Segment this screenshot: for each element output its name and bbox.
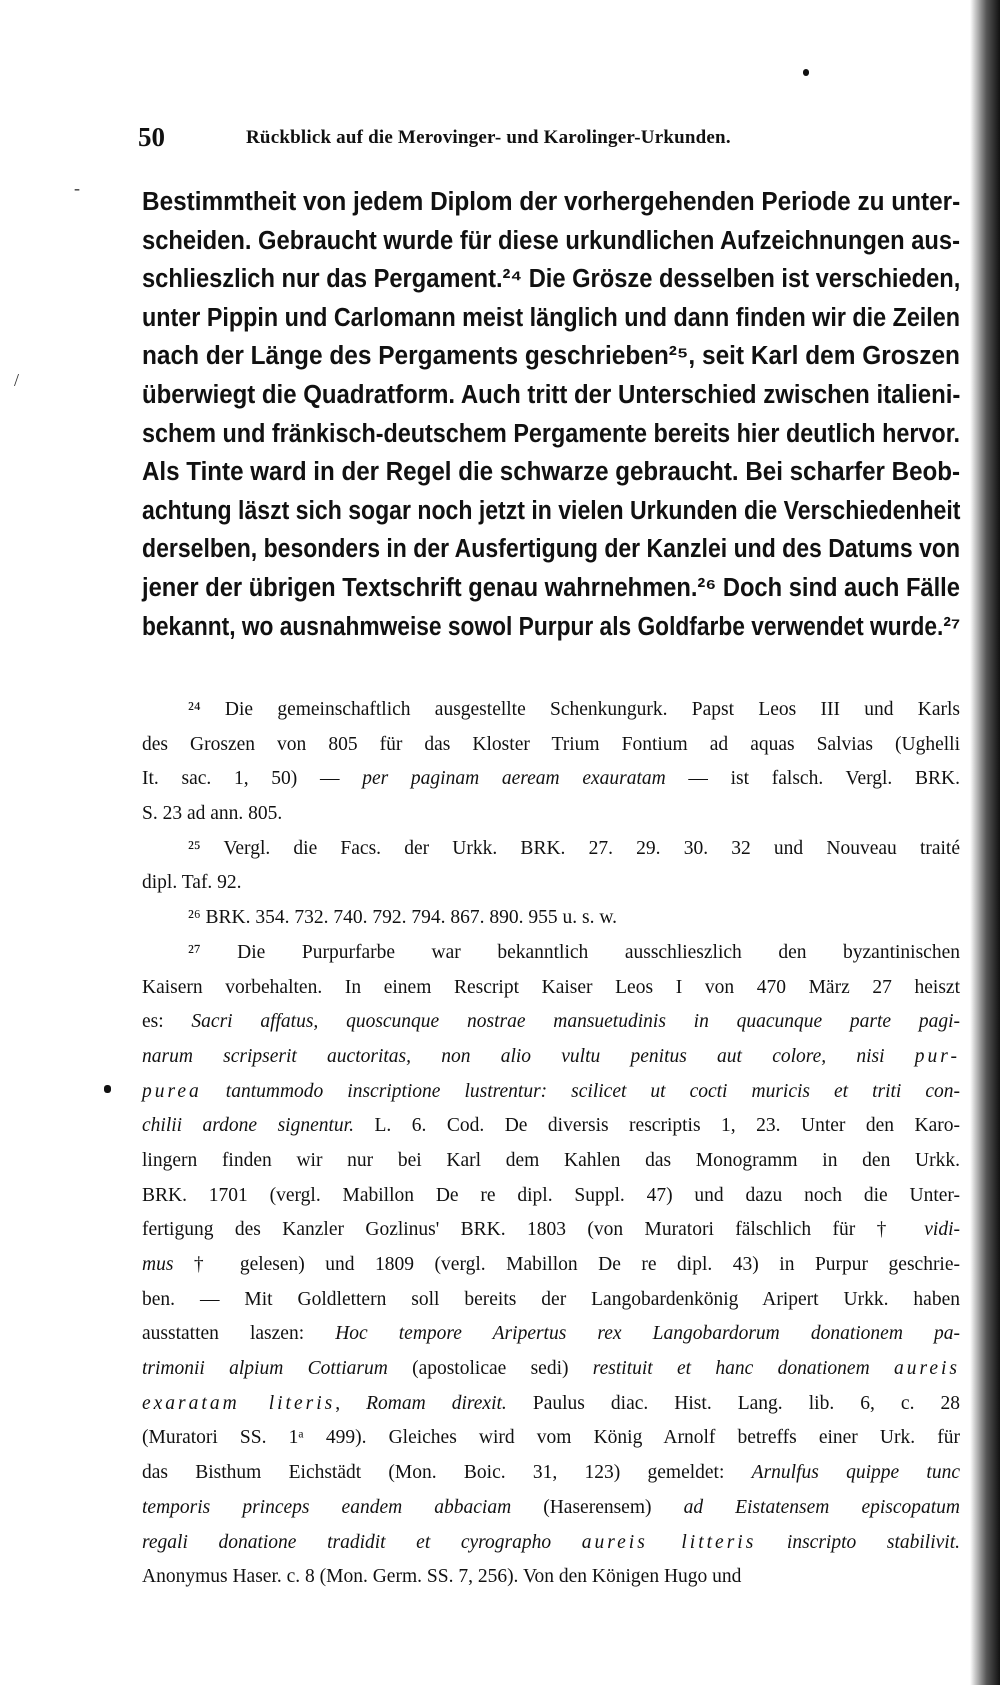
footnote-text: L. 6. Cod. De diversis rescriptis 1, 23. Unter den Karo- — [353, 1115, 960, 1137]
footnote-italic-text: restituit et hanc donationem — [592, 1358, 894, 1380]
running-title: Rückblick auf die Merovinger- und Karolinger-Urkunden. — [246, 127, 731, 148]
footnote-italic-text: inscripto stabilivit. — [756, 1531, 960, 1553]
footnote-italic-text: chilii ardone signentur. — [142, 1115, 354, 1137]
footnote-line — [142, 901, 960, 936]
footnote-text: — ist falsch. Vergl. BRK. — [665, 768, 960, 790]
main-text-line: scheiden. Gebraucht wurde für diese urkundlichen Aufzeichnungen aus- — [142, 226, 960, 255]
footnote-line — [142, 1109, 960, 1144]
footnote-text: (apostolicae sedi) — [387, 1358, 593, 1380]
footnote-italic-text: per paginam aeream exauratam — [362, 768, 666, 790]
main-text-line: bekannt, wo ausnahmweise sowol Purpur als Goldfarbe verwendet wurde.²⁷ — [142, 612, 961, 641]
footnote-line — [142, 1421, 960, 1456]
footnote-line — [142, 1248, 960, 1283]
footnote-line — [142, 1456, 960, 1491]
footnote-text: das Bisthum Eichstädt (Mon. Boic. 31, 123) gemeldet: — [142, 1462, 752, 1484]
main-text-line: achtung läszt sich sogar noch jetzt in vielen Urkunden die Verschiedenheit — [142, 496, 961, 525]
page-edge-shadow — [970, 0, 1000, 1685]
footnote-italic-text: Hoc tempore Aripertus rex Langobardorum donationem pa- — [335, 1323, 960, 1345]
page-number: 50 — [138, 122, 165, 152]
footnote-text: es: — [142, 1011, 192, 1033]
footnote-text: † gelesen) und 1809 (vergl. Mabillon De re dipl. 43) in Purpur geschrie- — [173, 1254, 960, 1275]
footnote-text: des Groszen von 805 für das Kloster Trium Fontium ad aquas Salvias (Ughelli — [142, 733, 960, 755]
footnote-italic-text: vidi- — [924, 1219, 960, 1241]
footnote-text: ²⁷ Die Purpurfarbe war bekanntlich ausschlieszlich den byzantinischen — [188, 941, 960, 963]
main-text-line: schem und fränkisch-deutschem Pergamente bereits hier deutlich hervor. — [142, 419, 960, 448]
footnote-italic-text: regali donatione tradidit et cyrographo — [142, 1531, 582, 1553]
footnote-line — [142, 1526, 960, 1561]
footnote-line — [142, 762, 960, 797]
main-text-line: Bestimmtheit von jedem Diplom der vorhergehenden Periode zu unter- — [142, 188, 961, 216]
footnote-italic-text: trimonii alpium Cottiarum — [142, 1358, 388, 1380]
ink-speck — [104, 1085, 111, 1093]
footnote-line — [142, 1317, 960, 1352]
page-header — [138, 122, 858, 152]
footnote-italic-text: exaratam literis — [142, 1392, 336, 1414]
margin-mark: - — [74, 178, 80, 198]
footnote-text: ²⁶ BRK. 354. 732. 740. 792. 794. 867. 890. 955 u. s. w. — [188, 907, 618, 929]
footnote-line — [142, 797, 960, 832]
main-text-line: überwiegt die Quadratform. Auch tritt der Unterschied zwischen italieni- — [142, 380, 961, 409]
footnote-text: fertigung des Kanzler Gozlinus' BRK. 1803 (von Muratori fälschlich für † — [142, 1219, 925, 1241]
footnote-italic-text: Romam direxit. — [366, 1392, 507, 1414]
footnote-line — [142, 1005, 960, 1040]
footnote-text: ausstatten laszen: — [142, 1323, 336, 1345]
footnote-line — [142, 1491, 960, 1526]
footnote-text: (Muratori SS. 1ᵃ 499). Gleiches wird vom König Arnolf betreffs einer Urk. für — [142, 1427, 960, 1449]
footnote-italic-text: tantummodo inscriptione lustrentur: scilicet ut cocti muricis et triti con- — [201, 1080, 960, 1102]
footnote-line — [142, 936, 960, 971]
footnote-text: ²⁴ Die gemeinschaftlich ausgestellte Schenkungurk. Papst Leos III und Karls — [188, 699, 960, 720]
footnote-line — [142, 1040, 960, 1075]
footnote-text: ben. — Mit Goldlettern soll bereits der Langobardenkönig Aripert Urkk. haben — [142, 1288, 960, 1310]
ink-speck — [803, 69, 809, 76]
main-text-line: Als Tinte ward in der Regel die schwarze gebraucht. Bei scharfer Beob- — [142, 458, 961, 487]
footnote-italic-text: aureis litteris — [581, 1531, 757, 1553]
main-text-block — [142, 183, 960, 646]
footnote-line — [142, 866, 960, 901]
footnote-text: Paulus diac. Hist. Lang. lib. 6, c. 28 — [506, 1392, 960, 1414]
footnote-line — [142, 1179, 960, 1214]
footnote-line — [142, 1283, 960, 1318]
footnote-line — [142, 728, 960, 763]
footnote-italic-text: ad Eistatensem episcopatum — [683, 1496, 961, 1518]
footnote-line — [142, 1352, 960, 1387]
main-text-line: nach der Länge des Pergaments geschrieben²⁵, seit Karl dem Groszen — [142, 342, 960, 371]
footnote-italic-text: temporis princeps eandem abbaciam — [142, 1496, 512, 1518]
footnote-text: , — [335, 1392, 367, 1414]
footnote-line — [142, 971, 960, 1006]
footnote-text: lingern finden wir nur bei Karl dem Kahlen das Monogramm in den Urkk. — [142, 1149, 960, 1171]
footnote-line — [142, 1144, 960, 1179]
margin-mark: / — [14, 370, 20, 390]
footnote-text: S. 23 ad ann. 805. — [142, 803, 283, 825]
footnote-text: BRK. 1701 (vergl. Mabillon De re dipl. Suppl. 47) und dazu noch die Unter- — [142, 1184, 960, 1206]
footnote-italic-text: mus — [142, 1254, 174, 1275]
footnote-italic-text: pur- — [914, 1045, 960, 1067]
main-text-line: derselben, besonders in der Ausfertigung der Kanzlei und des Datums von — [142, 535, 961, 564]
main-text-line: jener der übrigen Textschrift genau wahrnehmen.²⁶ Doch sind auch Fälle — [142, 573, 960, 602]
footnote-line — [142, 832, 960, 867]
footnote-line — [142, 1213, 960, 1248]
footnote-text: Kaisern vorbehalten. In einem Rescript Kaiser Leos I von 470 März 27 heiszt — [142, 976, 960, 998]
footnote-italic-text: narum scripserit auctoritas, non alio vultu penitus aut colore, nisi — [142, 1045, 915, 1067]
main-text-line: schlieszlich nur das Pergament.²⁴ Die Grösze desselben ist verschieden, — [142, 265, 961, 294]
footnotes-block — [142, 693, 960, 1595]
footnote-italic-text: purea — [142, 1080, 202, 1102]
footnote-line — [142, 1560, 960, 1595]
footnote-text: dipl. Taf. 92. — [142, 872, 242, 894]
footnote-italic-text: Arnulfus quippe tunc — [751, 1462, 960, 1484]
footnote-text: Anonymus Haser. c. 8 (Mon. Germ. SS. 7, 256). Von den Königen Hugo und — [142, 1566, 742, 1588]
footnote-line — [142, 693, 960, 728]
main-text-line: unter Pippin und Carlomann meist länglich und dann finden wir die Zeilen — [142, 303, 961, 332]
footnote-text: ²⁵ Vergl. die Facs. der Urkk. BRK. 27. 29. 30. 32 und Nouveau traité — [188, 837, 960, 859]
footnote-italic-text: aureis — [893, 1358, 960, 1380]
footnote-text: It. sac. 1, 50) — — [142, 768, 363, 790]
footnote-text: (Haserensem) — [511, 1496, 684, 1518]
footnote-line — [142, 1075, 960, 1110]
footnote-italic-text: Sacri affatus, quoscunque nostrae mansuetudinis in quacunque parte pagi- — [191, 1011, 960, 1033]
footnote-line — [142, 1387, 960, 1422]
